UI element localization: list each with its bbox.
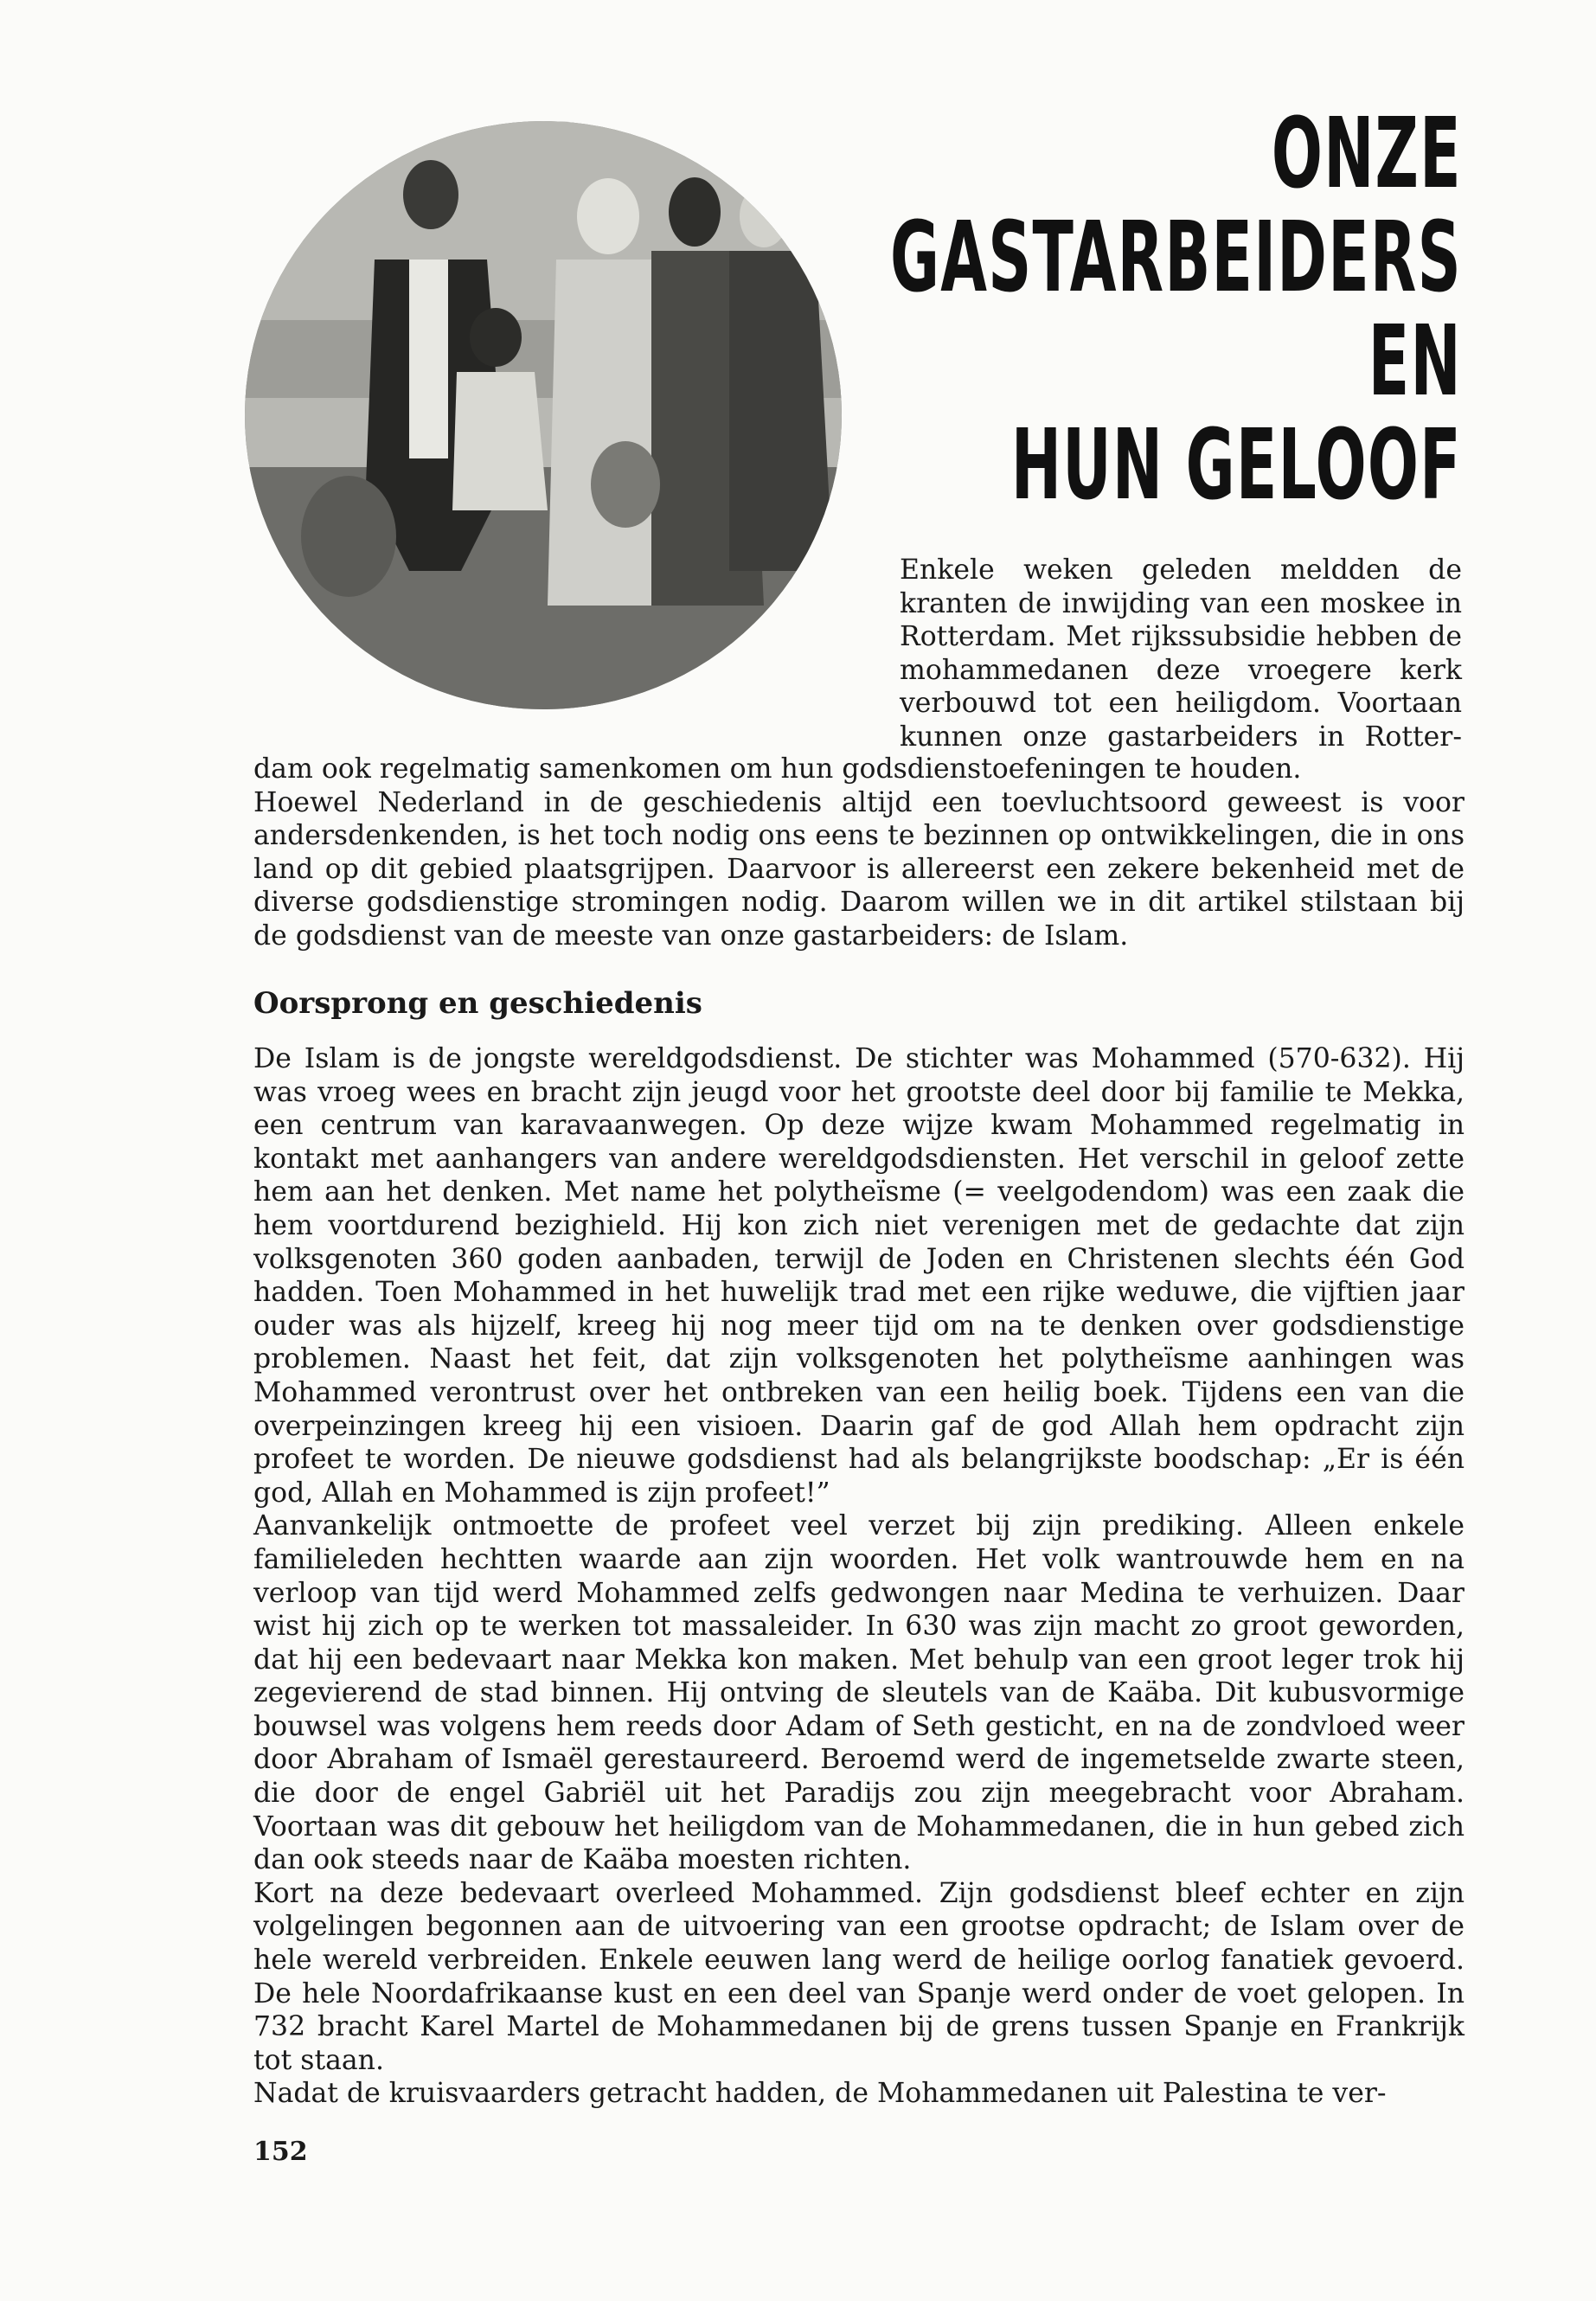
intro-paragraph: Enkele weken geleden meldden de kranten de inwijding van een moskee in Rotterdam. Met rijkssubsidie hebben de mohammedanen deze vroegere kerk verbouwd tot een heiligdom. Voortaan kunnen onze gastarbeiders in Rotter- xyxy=(900,554,1462,753)
article-title xyxy=(890,98,1462,522)
section-heading: Oorsprong en geschiedenis xyxy=(253,986,702,1021)
title-line-1: ONZE xyxy=(1272,98,1462,210)
title-line-2: GASTARBEIDERS xyxy=(890,202,1462,314)
intro-column xyxy=(900,554,1462,754)
intro-continuation: dam ook regelmatig samenkomen om hun godsdienstoefeningen te houden. xyxy=(253,753,1302,785)
section-body xyxy=(253,1042,1465,2111)
title-line-4: HUN GELOOF xyxy=(1011,409,1462,522)
photo-migrant-family xyxy=(245,121,842,709)
page-number: 152 xyxy=(253,2137,308,2167)
section-paragraph-4: Nadat de kruisvaarders getracht hadden, de Mohammedanen uit Palestina te ver- xyxy=(253,2078,1387,2110)
intro-body-paragraph: Hoewel Nederland in de geschiedenis altijd een toevluchtsoord geweest is voor andersdenkenden, is het toch nodig ons eens te bezinnen op ontwikkelingen, die in ons land op dit gebied plaatsgrijpen. Daarvoor is allereerst een zekere bekenheid met de diverse godsdienstige stromingen nodig. Daarom willen we in dit artikel stilstaan bij de godsdienst van de meeste van onze gastarbeiders: de Islam. xyxy=(253,786,1465,952)
intro-body xyxy=(253,753,1465,953)
section-paragraph-2: Aanvankelijk ontmoette de profeet veel verzet bij zijn prediking. Alleen enkele familieleden hechtten waarde aan zijn woorden. Het volk wantrouwde hem en na verloop van tijd werd Mohammed zelfs gedwongen naar Medina te verhuizen. Daar wist hij zich op te werken tot massaleider. In 630 was zijn macht zo groot geworden, dat hij een bedevaart naar Mekka kon maken. Met behulp van een groot leger trok hij zegevierend de stad binnen. Hij ontving de sleutels van de Kaäba. Dit kubusvormige bouwsel was volgens hem reeds door Adam of Seth gesticht, en na de zondvloed weer door Abraham of Ismaël gerestaureerd. Beroemd werd de ingemetselde zwarte steen, die door de engel Gabriël uit het Paradijs zou zijn meegebracht voor Abraham. Voortaan was dit gebouw het heiligdom van de Mohammedanen, die in hun gebed zich dan ook steeds naar de Kaäba moesten richten. xyxy=(253,1510,1465,1876)
title-line-3: EN xyxy=(1368,305,1462,418)
photo-illustration xyxy=(245,121,842,709)
section-paragraph-1: De Islam is de jongste wereldgodsdienst. De stichter was Mohammed (570-632). Hij was vroeg wees en bracht zijn jeugd voor het grootste deel door bij familie te Mekka, een centrum van karavaanwegen. Op deze wijze kwam Mohammed regelmatig in kontakt met aanhangers van andere wereldgodsdiensten. Het verschil in geloof zette hem aan het denken. Met name het polytheïsme (= veelgodendom) was een zaak die hem voortdurend bezighield. Hij kon zich niet verenigen met de gedachte dat zijn volksgenoten 360 goden aanbaden, terwijl de Joden en Christenen slechts één God hadden. Toen Mohammed in het huwelijk trad met een rijke weduwe, die vijftien jaar ouder was als hijzelf, kreeg hij nog meer tijd om na te denken over godsdienstige problemen. Naast het feit, dat zijn volksgenoten het polytheïsme aanhingen was Mohammed verontrust over het ontbreken van een heilig boek. Tijdens een van die overpeinzingen kreeg hij een visioen. Daarin gaf de god Allah hem opdracht zijn profeet te worden. De nieuwe godsdienst had als belangrijkste boodschap: „Er is één god, Allah en Mohammed is zijn profeet!” xyxy=(253,1043,1465,1509)
section-paragraph-3: Kort na deze bedevaart overleed Mohammed. Zijn godsdienst bleef echter en zijn volgelingen begonnen aan de uitvoering van een grootse opdracht; de Islam over de hele wereld verbreiden. Enkele eeuwen lang werd de heilige oorlog fanatiek gevoerd. De hele Noordafrikaanse kust en een deel van Spanje werd onder de voet gelopen. In 732 bracht Karel Martel de Mohammedanen bij de grens tussen Spanje en Frankrijk tot staan. xyxy=(253,1877,1465,2076)
